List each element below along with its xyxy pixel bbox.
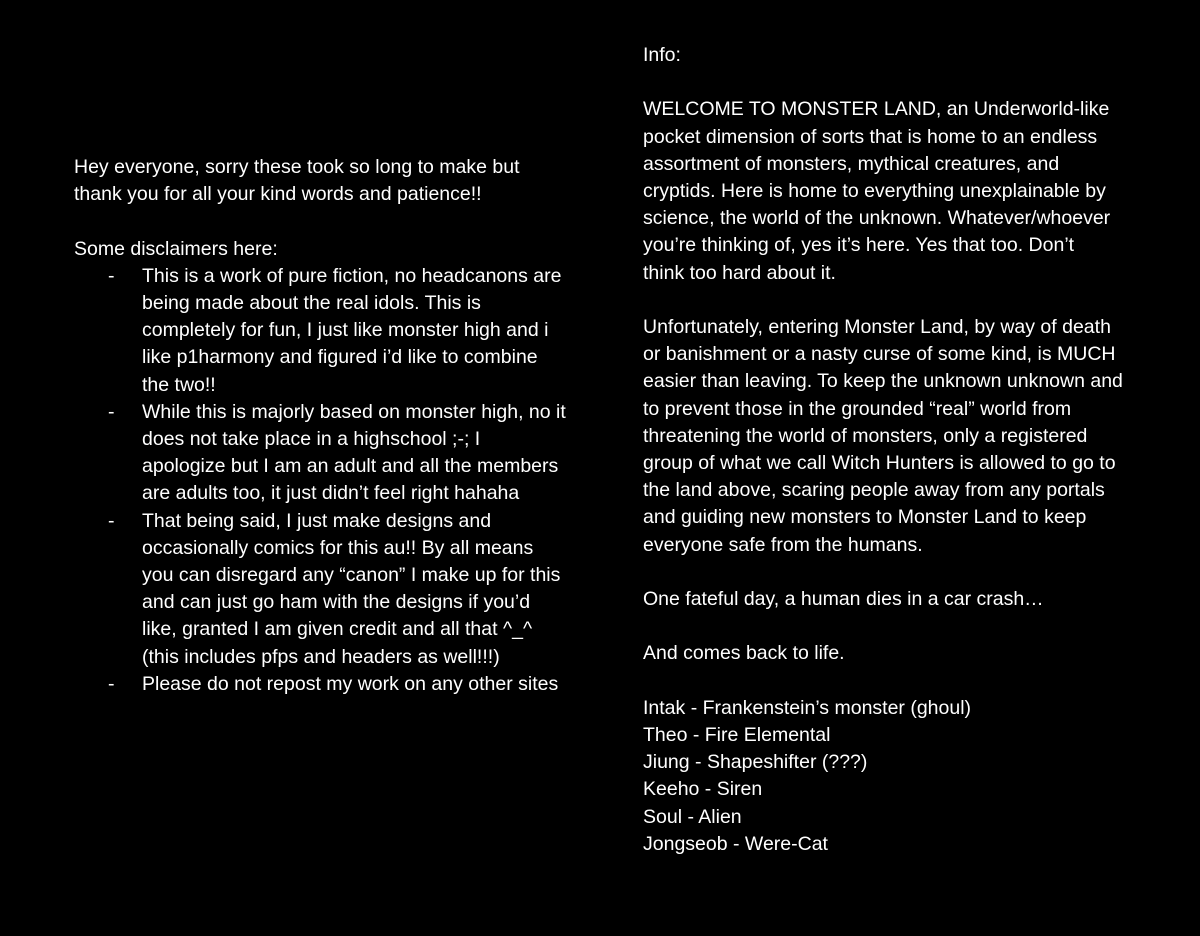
info-paragraph-entering: Unfortunately, entering Monster Land, by way of death or banishment or a nasty curse of some kind, is MUCH easier than leaving. To keep the unknown unknown and to prevent those in the grounded “real” world from threatening the world of monsters, only a registered group of what we call Witch Hunters is allowed to go to the land above, scaring people away from any portals and guiding new monsters to Monster Land to keep everyone safe from the humans. (643, 316, 1123, 556)
bullet-dash: - (108, 509, 115, 532)
spacer (74, 208, 574, 235)
intro-text: Hey everyone, sorry these took so long to make but thank you for all your kind words and patience!! (74, 156, 520, 206)
spacer (643, 559, 1163, 586)
disclaimer-text: That being said, I just make designs and occasionally comics for this au!! By all means you can disregard any “canon” I make up for this and can just go ham with the designs if you’d like, granted I am given credit and all that ^_^ (this includes pfps and headers as well!!!) (142, 509, 561, 668)
spacer (643, 668, 1163, 695)
spacer (643, 287, 1163, 314)
bullet-dash: - (108, 264, 115, 287)
disclaimer-item (74, 671, 568, 698)
character-item: Theo - Fire Elemental (643, 724, 831, 746)
right-column (643, 42, 1163, 858)
disclaimer-text: While this is majorly based on monster high, no it does not take place in a highschool ;-; I apologize but I am an adult and all the members are adults too, it just didn’t feel right hahaha (142, 400, 566, 505)
character-item: Intak - Frankenstein’s monster (ghoul) (643, 696, 972, 719)
disclaimer-list (74, 263, 574, 698)
character-list (643, 695, 1163, 858)
info-paragraph-crash: One fateful day, a human dies in a car crash… (643, 588, 1044, 611)
bullet-dash: - (108, 400, 115, 423)
spacer (643, 613, 1163, 640)
disclaimer-item (74, 399, 568, 508)
disclaimer-item (74, 508, 568, 671)
info-paragraph-welcome: WELCOME TO MONSTER LAND, an Underworld-like pocket dimension of sorts that is home to an endless assortment of monsters, mythical creatures, and cryptids. Here is home to everything unexplainable by science, the world of the unknown. Whatever/whoever you’re thinking of, yes it’s here. Yes that too. Don’t think too hard about it. (643, 98, 1111, 284)
character-item: Jongseob - Were-Cat (643, 832, 828, 855)
spacer (643, 69, 1163, 96)
info-heading: Info: (643, 44, 681, 66)
disclaimer-text: This is a work of pure fiction, no headcanons are being made about the real idols. This is completely for fun, I just like monster high and i like p1harmony and figured i’d like to combine the two!! (142, 264, 562, 396)
character-item: Jiung - Shapeshifter (???) (643, 751, 868, 774)
info-paragraph-life: And comes back to life. (643, 642, 845, 665)
disclaimer-text: Please do not repost my work on any other sites (142, 672, 559, 695)
character-item: Keeho - Siren (643, 778, 763, 801)
disclaimer-item (74, 263, 568, 399)
disclaimers-heading: Some disclaimers here: (74, 237, 278, 260)
character-item: Soul - Alien (643, 805, 742, 828)
left-column (74, 154, 574, 698)
bullet-dash: - (108, 672, 115, 695)
